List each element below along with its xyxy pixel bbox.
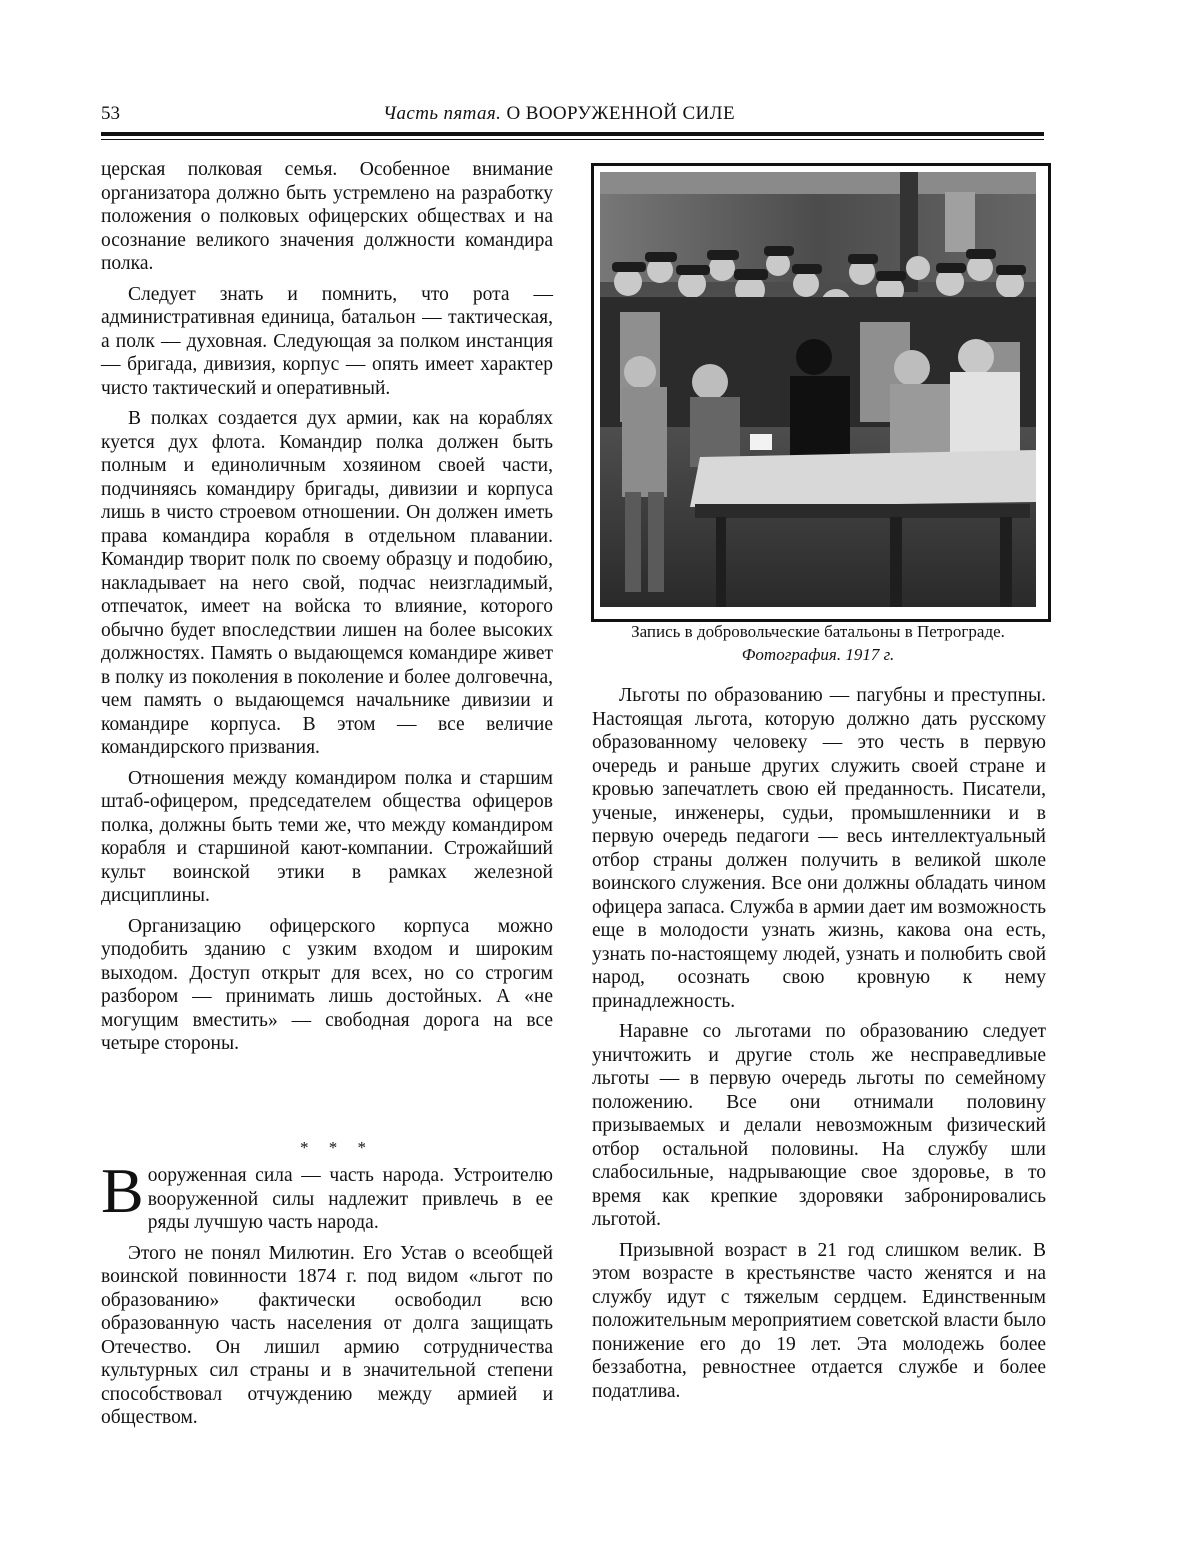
caption-text: Запись в добровольческие батальоны в Петрограде. (631, 622, 1005, 641)
header-rule-thick (101, 132, 1044, 136)
photo-frame (591, 163, 1051, 622)
paragraph: Льготы по образованию — пагубны и преступны. Настоящая льгота, которую должно дать русскому образованному человеку — это честь в первую очередь и раньше других служить своей стране и кровью запечатлеть свою ей преданность. Писатели, ученые, инженеры, судьи, промышленники и в первую очередь педагоги — весь интеллектуальный отбор страны должен получить в великой школе воинского служения. Все они должны обладать чином офицера запаса. Служба в армии дает им возможность еще в молодости узнать жизнь, какова она есть, узнать по-настоящему людей, узнать и полюбить свой народ, осознать свою кровную к нему принадлежность. (592, 685, 1046, 1012)
section-two (101, 1155, 553, 1437)
right-column (592, 684, 1046, 1410)
paragraph: Наравне со льготами по образованию следует уничтожить и другие столь же несправедливые льготы — в первую очередь льготы по семейному положению. Все они отнимали половину призываемых и делали невозможным физический отбор остальной половины. На службу шли слабосильные, надрывающие свое здоровье, в то время как крепкие здоровяки забронировались льготой. (592, 1021, 1046, 1230)
paragraph: Организацию офицерского корпуса можно уподобить зданию с узким входом и широким выходом. Доступ открыт для всех, но со строгим разбором — принимать лишь достойных. А «не могущим вместить» — свободная дорога на все четыре стороны. (101, 915, 553, 1054)
paragraph: церская полковая семья. Особенное внимание организатора должно быть устремлено на разработку положения о полковых офицерских обществах и на осознание великого значения должности командира полка. (101, 159, 553, 274)
drop-cap: В (101, 1155, 144, 1226)
header-rule-thin (101, 139, 1044, 140)
photograph (600, 172, 1042, 613)
left-column (101, 158, 553, 1063)
paragraph: Следует знать и помнить, что рота — административная единица, батальон — тактическая, а полк — духовная. Следующая за полком инстанция — бригада, дивизия, корпус — опять имеет характер чисто тактический и оперативный. (101, 283, 553, 399)
running-head (383, 103, 735, 125)
paragraph: Этого не понял Милютин. Его Устав о всеобщей воинской повинности 1874 г. под видом «льгот по образованию» фактически освободил всю образованную часть населения от долга защищать Отечество. Он лишил армию сотрудничества культурных сил страны и в значительной степени способствовал отчуждению между армией и обществом. (101, 1242, 553, 1428)
photo-caption (591, 620, 1045, 666)
paragraph: Призывной возраст в 21 год слишком велик. В этом возрасте в крестьянстве часто женятся и на службу идут с тяжелым сердцем. Единственным положительным мероприятием советской власти было понижение его до 19 лет. Эта молодежь более беззаботна, ревностнее отдается службе и более податлива. (592, 1239, 1046, 1402)
page-number: 53 (101, 103, 120, 124)
paragraph-rest: ооруженная сила — часть народа. Устроителю вооруженной силы надлежит привлечь в ее ряды лучшую часть народа. (147, 1165, 553, 1233)
photo-illustration (600, 172, 1036, 607)
caption-credit: Фотография. 1917 г. (741, 645, 895, 664)
section-title: О ВООРУЖЕННОЙ СИЛЕ (506, 103, 735, 124)
section-separator: * * * (300, 1138, 374, 1157)
paragraph: В полках создается дух армии, как на кораблях куется дух флота. Командир полка должен быть полным и единоличным хозяином своей части, подчиняясь командиру бригады, дивизии и корпуса лишь в чисто строевом отношении. Он должен иметь права командира корабля в отдельном плавании. Командир творит полк по своему образцу и подобию, накладывает на него свой, подчас неизгладимый, отпечаток, имеет на войска то влияние, которого обычно будет впоследствии лишен на более высоких должностях. Память о выдающемся командире живет в полку из поколения в поколение и более долговечна, чем память о выдающемся начальнике дивизии и командире корпуса. В этом — все величие командирского призвания. (101, 408, 553, 758)
paragraph: Отношения между командиром полка и старшим штаб-офицером, председателем общества офицеров полка, должны быть теми же, что между командиром корабля и старшиной кают-компании. Строжайший культ воинской этики в рамках железной дисциплины. (101, 767, 553, 906)
part-label: Часть пятая. (383, 103, 502, 124)
paragraph-with-dropcap (101, 1155, 553, 1235)
